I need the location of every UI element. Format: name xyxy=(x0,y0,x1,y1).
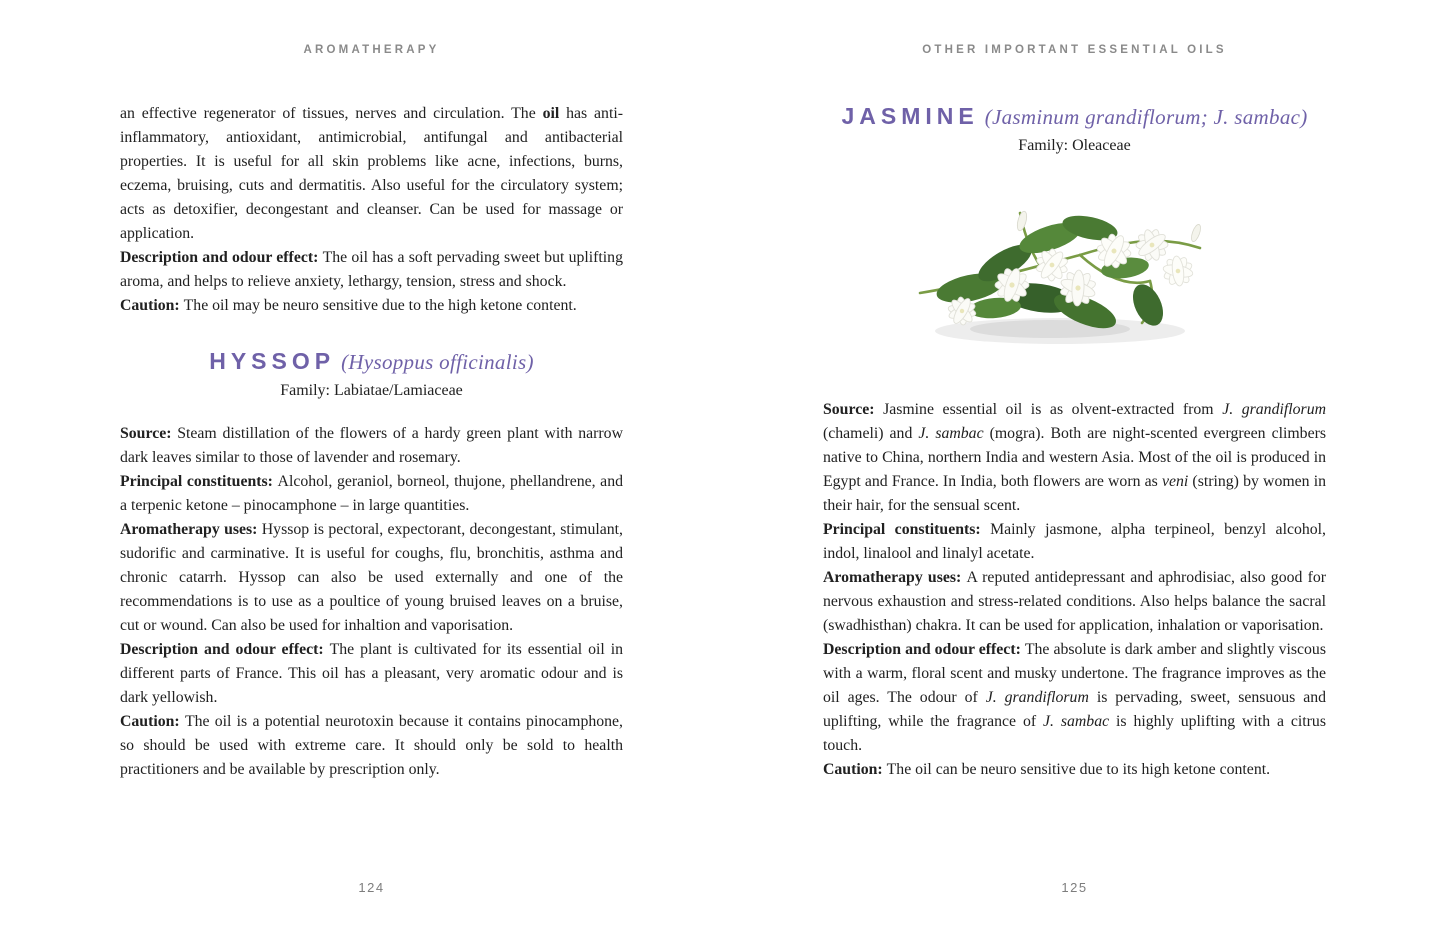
running-header-right: OTHER IMPORTANT ESSENTIAL OILS xyxy=(922,44,1227,56)
right-text-block xyxy=(823,398,1326,782)
page-number-right: 125 xyxy=(1061,880,1088,895)
paragraph-principal-constituents: Principal constituents: Alcohol, geraniol, borneol, thujone, phellandrene, and a terpenic ketone – pinocamphone – in large quantities. xyxy=(120,473,623,514)
jasmine-photo xyxy=(900,193,1250,353)
paragraph-source: Source: Steam distillation of the flowers of a hardy green plant with narrow dark leaves similar to those of lavender and rosemary. xyxy=(120,425,623,466)
paragraph-continuation: an effective regenerator of tissues, nerves and circulation. The oil has anti-inflammatory, antioxidant, antimicrobial, antifungal and antibacterial properties. It is useful for all skin problems like acne, infections, burns, eczema, bruising, cuts and dermatitis. Also useful for the circulatory system; acts as detoxifier, decongestant and cleanser. Can be used for massage or application. xyxy=(120,105,623,242)
paragraph-description-odour: Description and odour effect: The plant is cultivated for its essential oil in different parts of France. This oil has a pleasant, very aromatic odour and is dark yellowish. xyxy=(120,641,623,706)
oil-name: HYSSOP xyxy=(209,348,336,374)
left-lower-text-block xyxy=(120,422,623,782)
paragraph-aromatherapy-uses: Aromatherapy uses: Hyssop is pectoral, expectorant, decongestant, stimulant, sudorific and carminative. It is useful for coughs, flu, bronchitis, asthma and chronic catarrh. Hyssop can also be used externally and one of the recommendations is to use as a poultice of young bruised leaves on a bruise, cut or wound. Can also be used for inhaltion and vaporisation. xyxy=(120,521,623,634)
family-line: Family: Labiatae/Lamiaceae xyxy=(280,382,463,399)
paragraph-caution: Caution: The oil is a potential neurotoxin because it contains pinocamphone, so should be used with extreme care. It should only be sold to health practitioners and be available by prescription only. xyxy=(120,713,623,778)
oil-name: JASMINE xyxy=(841,103,979,129)
left-page xyxy=(120,0,623,945)
section-heading-hyssop xyxy=(120,346,623,376)
paragraph-source: Source: Jasmine essential oil is as olvent-extracted from J. grandiflorum (chameli) and J. sambac (mogra). Both are night-scented evergreen climbers native to China, northern India and western Asia. Most of the oil is produced in Egypt and France. In India, both flowers are worn as veni (string) by women in their hair, for the sensual scent. xyxy=(823,401,1326,514)
left-upper-text-block xyxy=(120,102,623,318)
right-page xyxy=(823,0,1326,945)
oil-botanical-name: (Hysoppus officinalis) xyxy=(341,350,534,374)
paragraph-aromatherapy-uses: Aromatherapy uses: A reputed antidepressant and aphrodisiac, also good for nervous exhaustion and stress-related conditions. Also helps balance the sacral (swadhisthan) chakra. It can be used for application, inhalation or vaporisation. xyxy=(823,569,1326,634)
page-number-left: 124 xyxy=(358,880,385,895)
paragraph-description-odour: Description and odour effect: The oil has a soft pervading sweet but uplifting aroma, and helps to relieve anxiety, lethargy, tension, stress and shock. xyxy=(120,249,623,290)
section-heading-jasmine xyxy=(823,101,1326,131)
running-header-left: AROMATHERAPY xyxy=(303,44,440,56)
family-line: Family: Oleaceae xyxy=(1018,137,1131,154)
oil-botanical-name: (Jasminum grandiflorum; J. sambac) xyxy=(984,105,1308,129)
paragraph-caution: Caution: The oil can be neuro sensitive due to its high ketone content. xyxy=(823,761,1271,778)
paragraph-caution: Caution: The oil may be neuro sensitive due to the high ketone content. xyxy=(120,297,577,314)
paragraph-description-odour: Description and odour effect: The absolute is dark amber and slightly viscous with a warm, floral scent and musky undertone. The fragrance improves as the oil ages. The odour of J. grandiflorum is pervading, sweet, sensuous and uplifting, while the fragrance of J. sambac is highly uplifting with a citrus touch. xyxy=(823,641,1327,754)
paragraph-principal-constituents: Principal constituents: Mainly jasmone, alpha terpineol, benzyl alcohol, indol, linalool and linalyl acetate. xyxy=(823,521,1326,562)
